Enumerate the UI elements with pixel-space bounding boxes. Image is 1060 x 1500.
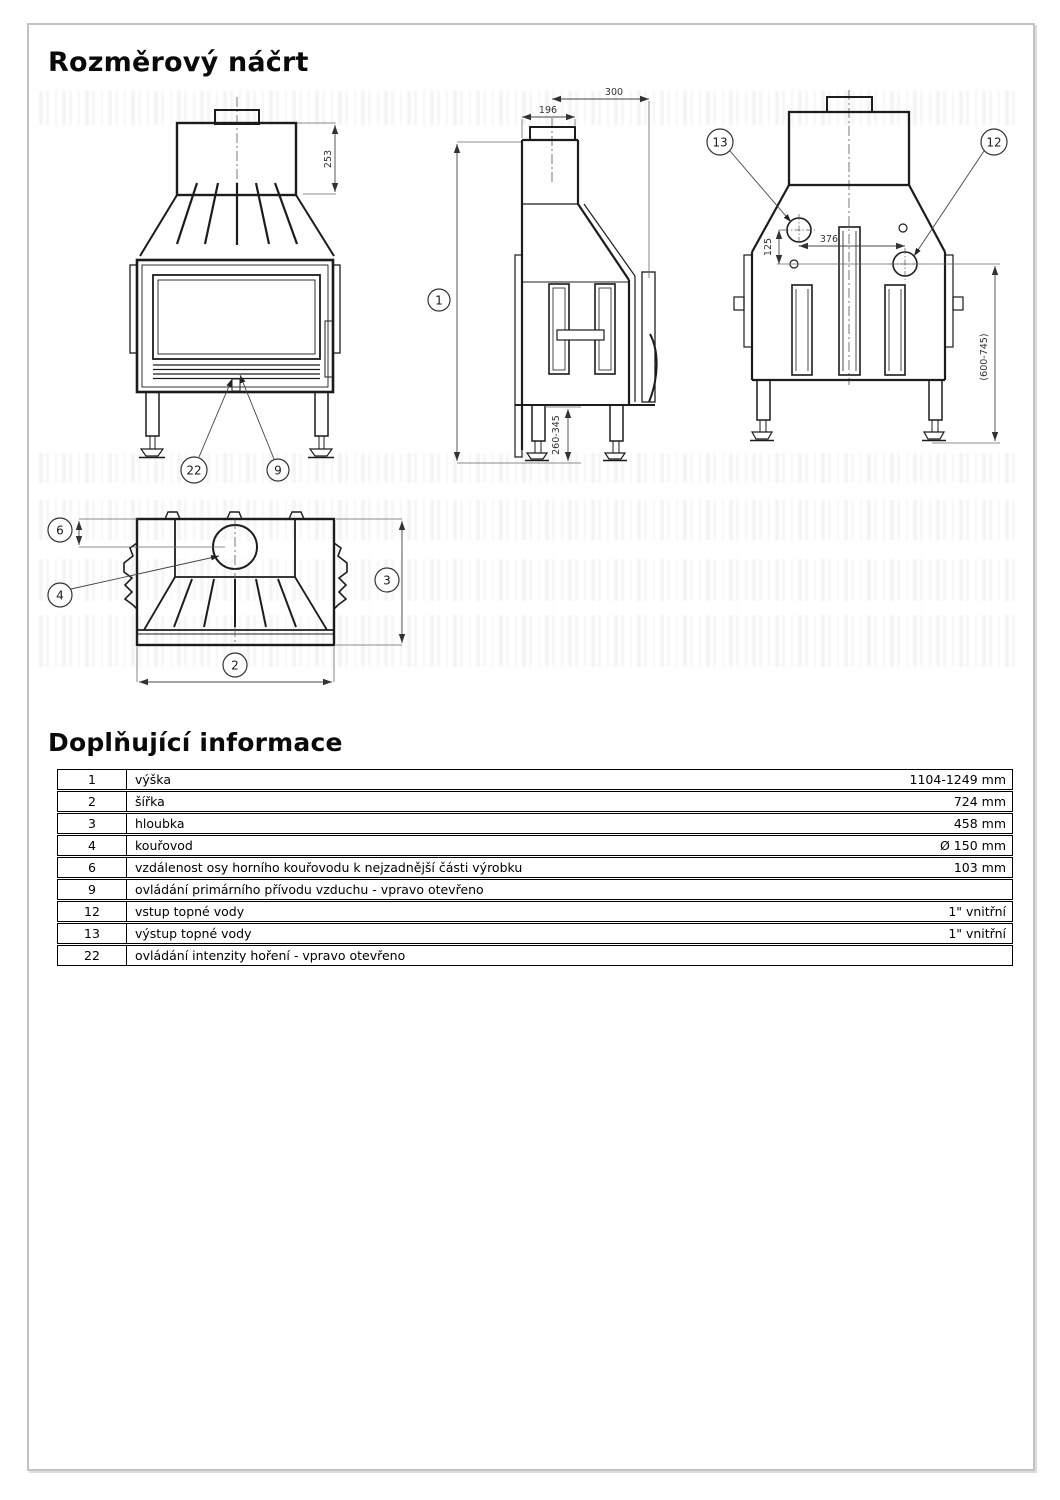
row-label: ovládání intenzity hoření - vpravo otevřeno	[135, 948, 406, 963]
svg-text:196: 196	[538, 105, 558, 116]
svg-text:3: 3	[383, 573, 391, 588]
svg-text:9: 9	[274, 463, 282, 478]
row-label: výška	[135, 772, 171, 787]
row-label: kouřovod	[135, 838, 193, 853]
svg-text:376: 376	[819, 234, 839, 245]
row-value: Ø 150 mm	[940, 838, 1006, 853]
svg-text:(600-745): (600-745)	[979, 333, 990, 381]
row-value: 1" vnitřní	[948, 904, 1006, 919]
row-label: ovládání primárního přívodu vzduchu - vpravo otevřeno	[135, 882, 484, 897]
row-label: vstup topné vody	[135, 904, 245, 919]
row-value: 103 mm	[953, 860, 1006, 875]
side-view	[428, 87, 657, 463]
svg-text:6: 6	[56, 523, 64, 538]
row-value: 1104-1249 mm	[909, 772, 1006, 787]
callout-1	[428, 289, 450, 311]
rear-view	[707, 90, 1007, 443]
row-number: 2	[58, 792, 127, 811]
page-frame	[27, 23, 1035, 1471]
row-value	[1006, 880, 1012, 899]
row-number: 4	[58, 836, 127, 855]
svg-text:12: 12	[986, 135, 1002, 150]
table-row	[57, 791, 1013, 812]
svg-text:13: 13	[712, 135, 728, 150]
row-number: 6	[58, 858, 127, 877]
row-value: 458 mm	[953, 816, 1006, 831]
svg-text:253: 253	[323, 149, 334, 169]
svg-text:4: 4	[56, 588, 64, 603]
row-label: šířka	[135, 794, 165, 809]
row-number: 13	[58, 924, 127, 943]
svg-text:22: 22	[186, 463, 202, 478]
table-row	[57, 813, 1013, 834]
svg-text:260-345: 260-345	[551, 415, 562, 455]
row-number: 12	[58, 902, 127, 921]
row-number: 1	[58, 770, 127, 789]
row-label: výstup topné vody	[135, 926, 252, 941]
row-value	[1006, 946, 1012, 965]
svg-text:2: 2	[231, 658, 239, 673]
row-number: 22	[58, 946, 127, 965]
callout-22	[181, 379, 232, 483]
table-row	[57, 879, 1013, 900]
top-view	[48, 512, 402, 682]
info-table	[57, 769, 1013, 967]
svg-text:300: 300	[604, 87, 624, 98]
svg-text:1: 1	[435, 293, 443, 308]
svg-text:125: 125	[763, 237, 774, 257]
table-row	[57, 923, 1013, 944]
row-number: 3	[58, 814, 127, 833]
table-row	[57, 901, 1013, 922]
callout-2	[223, 653, 247, 677]
callout-3	[375, 568, 399, 592]
row-label: hloubka	[135, 816, 185, 831]
table-row	[57, 945, 1013, 966]
row-value: 1" vnitřní	[948, 926, 1006, 941]
row-label: vzdálenost osy horního kouřovodu k nejzadnější části výrobku	[135, 860, 523, 875]
callout-4	[48, 556, 219, 607]
callout-12	[914, 129, 1007, 256]
dimensional-drawing	[29, 25, 1033, 725]
section-title-dimensional-sketch: Rozměrový náčrt	[48, 47, 309, 78]
table-row	[57, 835, 1013, 856]
table-row	[57, 769, 1013, 790]
section-title-additional-info: Doplňující informace	[48, 728, 343, 757]
callout-6	[48, 518, 72, 542]
callout-13	[707, 129, 791, 222]
row-number: 9	[58, 880, 127, 899]
front-view	[130, 97, 340, 483]
table-row	[57, 857, 1013, 878]
row-value: 724 mm	[953, 794, 1006, 809]
